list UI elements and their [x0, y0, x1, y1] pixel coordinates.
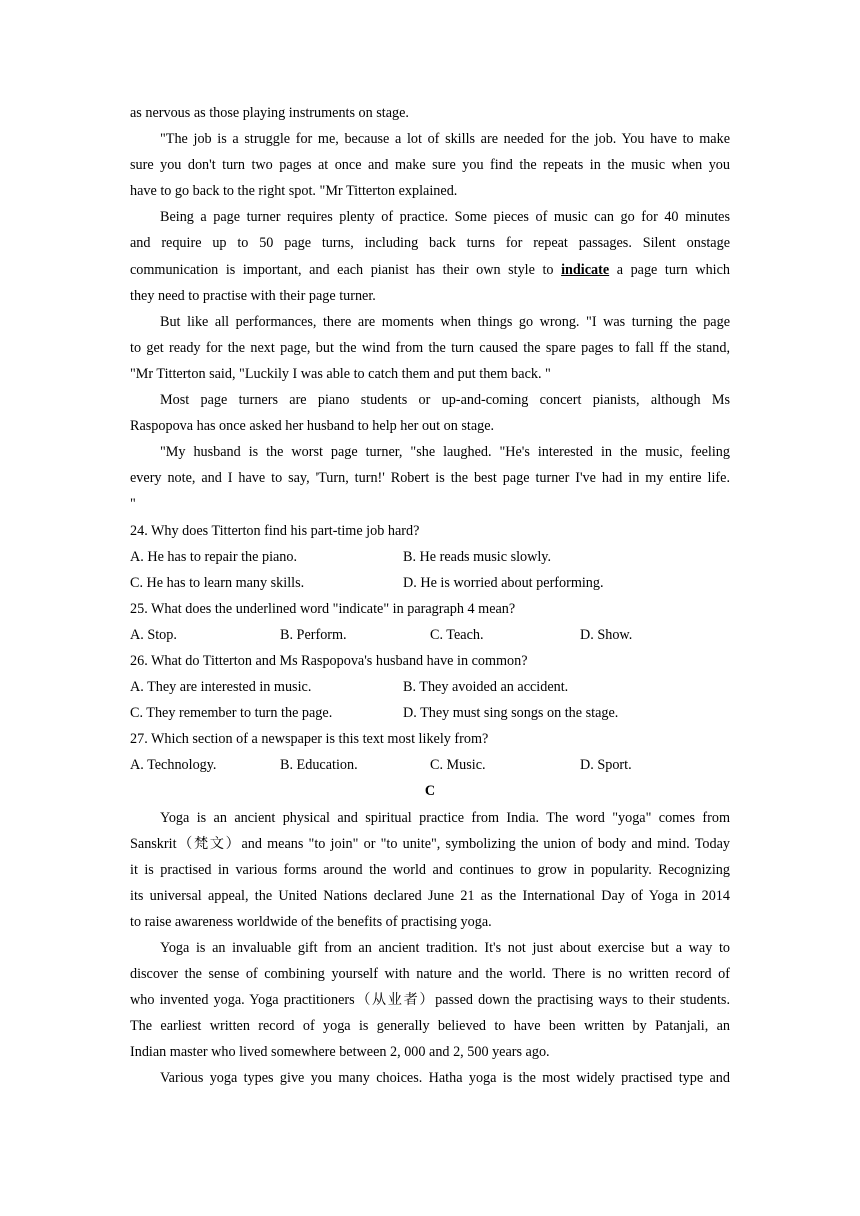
- option-b: B. Education.: [280, 757, 358, 774]
- paragraph-line: Yoga is an ancient physical and spiritual practice from India. The word "yoga" comes from: [160, 809, 730, 826]
- paragraph-line: and require up to 50 page turns, including back turns for repeat passages. Silent onstage: [130, 235, 730, 252]
- paragraph-line: every note, and I have to say, 'Turn, turn!' Robert is the best page turner I've had in my entire life.: [130, 470, 730, 487]
- paragraph-line: its universal appeal, the United Nations declared June 21 as the International Day of Yoga in 2014: [130, 887, 730, 904]
- option-d: D. Show.: [580, 626, 633, 643]
- paragraph-line: have to go back to the right spot. "Mr Titterton explained.: [130, 183, 458, 200]
- paragraph-line-with-keyword: [130, 257, 730, 283]
- options-row: [130, 622, 730, 648]
- question-stem: 25. What does the underlined word "indicate" in paragraph 4 mean?: [130, 600, 516, 617]
- options-row: [130, 752, 730, 778]
- paragraph-line: Indian master who lived somewhere between 2, 000 and 2, 500 years ago.: [130, 1044, 550, 1061]
- paragraph-line: who invented yoga. Yoga practitioners（从业者）passed down the practising ways to their students.: [130, 992, 730, 1009]
- paragraph-line: The earliest written record of yoga is generally believed to have been written by Patanjali, an: [130, 1018, 730, 1035]
- option-b: B. He reads music slowly.: [403, 548, 552, 565]
- paragraph-line: "Mr Titterton said, "Luckily I was able to catch them and put them back. ": [130, 365, 551, 382]
- paragraph-line: as nervous as those playing instruments on stage.: [130, 105, 409, 121]
- paragraph-line: ": [130, 496, 136, 513]
- paragraph-line: sure you don't turn two pages at once and make sure you find the repeats in the music when you: [130, 157, 730, 174]
- option-c: C. Teach.: [430, 626, 484, 643]
- paragraph-line: it is practised in various forms around the world and continues to grow in popularity. Recognizing: [130, 861, 730, 878]
- option-a: A. Technology.: [130, 757, 217, 774]
- option-a: A. He has to repair the piano.: [130, 548, 298, 565]
- option-a: A. Stop.: [130, 626, 177, 643]
- section-heading: C: [424, 783, 436, 800]
- paragraph-line: they need to practise with their page turner.: [130, 287, 376, 304]
- paragraph-line: Sanskrit（梵文）and means "to join" or "to unite", symbolizing the union of body and mind. Today: [130, 835, 730, 852]
- option-d: D. Sport.: [580, 757, 632, 774]
- paragraph-line: But like all performances, there are moments when things go wrong. "I was turning the page: [160, 313, 730, 330]
- paragraph-line: to get ready for the next page, but the wind from the turn caused the spare pages to fall ff the stand,: [130, 339, 730, 356]
- options-row: [130, 700, 730, 726]
- paragraph-line: Most page turners are piano students or up-and-coming concert pianists, although Ms: [160, 392, 730, 409]
- question-stem: 24. Why does Titterton find his part-time job hard?: [130, 522, 420, 539]
- options-row: [130, 674, 730, 700]
- paragraph-text: a page turn which: [616, 261, 731, 278]
- paragraph-text: communication is important, and each pianist has their own style to: [130, 261, 554, 278]
- paragraph-line: "The job is a struggle for me, because a lot of skills are needed for the job. You have to make: [160, 131, 730, 148]
- option-d: D. He is worried about performing.: [403, 574, 604, 591]
- paragraph-line: Being a page turner requires plenty of practice. Some pieces of music can go for 40 minutes: [160, 209, 730, 226]
- option-c: C. Music.: [430, 757, 486, 774]
- paragraph-line: to raise awareness worldwide of the benefits of practising yoga.: [130, 913, 492, 930]
- options-row: [130, 570, 730, 596]
- question-stem: 26. What do Titterton and Ms Raspopova's husband have in common?: [130, 652, 528, 669]
- paragraph-line: Various yoga types give you many choices. Hatha yoga is the most widely practised type and: [160, 1070, 730, 1087]
- option-a: A. They are interested in music.: [130, 679, 312, 696]
- underlined-keyword: indicate: [561, 261, 610, 278]
- paragraph-line: Raspopova has once asked her husband to help her out on stage.: [130, 418, 495, 435]
- document-page: [130, 100, 730, 1092]
- paragraph-line: discover the sense of combining yourself with nature and the world. There is no written record of: [130, 966, 730, 983]
- option-c: C. They remember to turn the page.: [130, 705, 333, 722]
- option-b: B. They avoided an accident.: [403, 679, 569, 696]
- options-row: [130, 544, 730, 570]
- paragraph-line: Yoga is an invaluable gift from an ancient tradition. It's not just about exercise but a way to: [160, 940, 730, 956]
- option-c: C. He has to learn many skills.: [130, 574, 305, 591]
- option-b: B. Perform.: [280, 626, 347, 643]
- option-d: D. They must sing songs on the stage.: [403, 705, 619, 722]
- question-stem: 27. Which section of a newspaper is this text most likely from?: [130, 731, 489, 748]
- paragraph-line: "My husband is the worst page turner, "she laughed. "He's interested in the music, feeling: [160, 444, 730, 461]
